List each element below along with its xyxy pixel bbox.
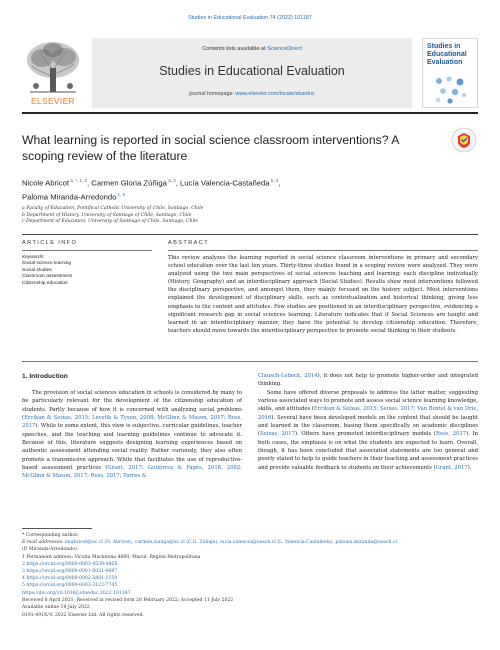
sciencedirect-link[interactable]: ScienceDirect: [267, 46, 302, 52]
author-list: [22, 175, 442, 203]
abstract-heading: ABSTRACT: [168, 240, 210, 246]
paragraph-text: Some have offered diverse proposals to address the latter matter, suggesting various associated ways to promote and assess social science learning knowledge, skills, and attitudes (: [258, 389, 478, 413]
doi-link[interactable]: https://doi.org/10.1016/j.stueduc.2022.101187: [22, 591, 131, 596]
footnote-rule: [22, 528, 92, 529]
citation-link[interactable]: Ross, 2017: [435, 431, 467, 438]
contents-line: [92, 46, 412, 52]
article-info-rule: [22, 250, 152, 251]
introduction-heading: 1. Introduction: [22, 373, 68, 380]
paragraph-text: ). While to some extent, this view is subjective, curricular guidelines, teacher speeches, and the teaching and learning guidelines continue to advocate it. Because of this, literature suggests designing learning experiences based on authentic assessment attending social reality. Rather curiously, they also often promote a transmissive approach. While that facilitates the use of reproductive-based assessment practices (: [22, 423, 242, 472]
affiliation-b: b Department of History, University of Santiago of Chile, Santiago, Chile: [22, 212, 192, 218]
paragraph-text: ). Others have promoted interdisciplinary models (: [294, 431, 436, 438]
journal-cover-thumbnail[interactable]: [422, 38, 478, 108]
citation-link[interactable]: Ercikan & Seixas, 2015; Levstik & Tyson, 2008; McGlinn & Mason, 2017; Ross, 2017: [22, 415, 242, 430]
homepage-prefix: journal homepage:: [189, 91, 236, 97]
orcid-link[interactable]: 4 https://orcid.org/0000-0002-5881-1150: [22, 576, 118, 582]
keyword-item: Social studies: [22, 267, 52, 273]
abstract-rule: [168, 250, 478, 251]
journal-title: Studies in Educational Evaluation: [159, 64, 345, 78]
journal-header-band: [92, 38, 412, 108]
cover-graphic-icon: [433, 75, 469, 105]
author-name[interactable]: Nicole Abricot: [22, 178, 69, 188]
orcid-link[interactable]: 5 https://orcid.org/0000-0003-3122-7745: [22, 583, 118, 589]
citation-link[interactable]: Clausch-Lebeck, 2014: [258, 373, 318, 379]
paragraph-text: ).: [467, 464, 472, 471]
affiliation-divider: [22, 234, 478, 235]
journal-reference[interactable]: Studies in Educational Evaluation 74 (2022) 101187: [188, 15, 312, 21]
author-line-1: [22, 175, 442, 189]
corresponding-author-note: * Corresponding author.: [22, 533, 79, 538]
keyword-item: Classroom assessment: [22, 274, 72, 280]
keyword-item: Social science learning: [22, 261, 72, 267]
article-info-heading: ARTICLE INFO: [22, 240, 78, 246]
keywords-label: Keywords:: [22, 255, 45, 260]
available-online: Available online 19 July 2022: [22, 605, 90, 611]
author-separator: ,: [175, 178, 180, 188]
abstract-text: This review analyzes the learning reported in social science classroom interventions in primary and secondary school education over the last ten years. Thirty-three studies found in a scoping review were analyzed. They were analyzed using the two main perspectives of social sciences teaching and learning: each discipline individually (History, Geography) and an interdisciplinary approach (Social Studies). Results show most interventions followed the disciplinary perspective, and amongst them, they mainly focused on the history subject. Most interventions explained the development of disciplinary skills, such as contextualization and historical thinking, giving less emphasis to the content and attitudes. Few studies are positioned in an interdisciplinary perspective, evidencing a significant research gap in social sciences learning. Literature indicates that if Social Sciences are taught and learned in an interdisciplinary manner, they have the potential to develop citizenship education. Therefore, teachers should move towards the interdisciplinary perspective to promote social thinking in their students.: [168, 255, 478, 334]
keyword-item: Citizenship education: [22, 280, 68, 286]
keywords-block: [22, 255, 152, 287]
permanent-address-note: 1 Permanent address: Vicuña Mackenna 4860, Macul, Región Metropolitana: [22, 554, 201, 560]
article-title-line-1: What learning is reported in social science classroom interventions? A: [22, 133, 400, 147]
elsevier-tree-logo[interactable]: [22, 38, 84, 108]
article-title: [22, 133, 402, 164]
abstract-divider: [22, 361, 478, 362]
author-affiliation-marker[interactable]: c, 5: [116, 192, 125, 198]
header-divider: [22, 112, 478, 114]
affiliation-c: c Department of Education, University of Santiago of Chile, Santiago, Chile: [22, 219, 199, 224]
footnotes: [22, 532, 478, 590]
introduction-left-column: [22, 389, 242, 481]
article-title-line-2: scoping review of the literature: [22, 148, 188, 163]
copyright-line: 0191-491X/© 2022 Elsevier Ltd. All rights reserved.: [22, 612, 144, 618]
author-affiliation-marker[interactable]: b, 4: [269, 178, 279, 183]
orcid-link[interactable]: 3 https://orcid.org/0000-0001-6031-9687: [22, 569, 118, 575]
email-addresses: [22, 539, 478, 546]
cover-title: Studies in Educational Evaluation: [427, 43, 467, 66]
journal-homepage-link[interactable]: www.elsevier.com/locate/stueduc: [235, 91, 315, 97]
citation-link[interactable]: Grant, 2017; Gutiérrez & Pagès, 2018, 2002; McGlinn & Mason, 2017; Ross, 2017; Torres &: [22, 465, 242, 480]
author-name[interactable]: Lucía Valencia-Castañeda: [179, 178, 270, 188]
paragraph-text: ). In both cases, the emphasis is on what the students are expected to learn. Overall, though, it has been concluded that associated statements are too general and poorly stated to help to guide teachers in their teaching and assessment practices and provide valuable feedback to students on their achievements (: [258, 431, 479, 471]
email-continuation: (P. Miranda-Arredondo).: [22, 547, 79, 553]
author-line-2: [22, 189, 442, 203]
homepage-line: [92, 91, 412, 97]
author-separator: ,: [87, 178, 92, 188]
publisher-name: ELSEVIER: [31, 96, 75, 106]
citation-link[interactable]: Grant, 2017: [435, 464, 468, 471]
author-name[interactable]: Carmen Gloria Zúñiga: [91, 178, 167, 188]
contents-prefix: Contents lists available at: [202, 46, 268, 52]
citation-link[interactable]: Seixas, 2017: [260, 431, 295, 438]
check-for-updates-icon[interactable]: [451, 127, 477, 153]
orcid-link[interactable]: 2 https://orcid.org/0000-0003-4539-486X: [22, 561, 118, 567]
email-links[interactable]: nnabricot@uc.cl (N. Abricot), carmen.zuniga@uc.cl (C.G. Zúñiga), lucia.valencia@usach.cl (L. Valencia-Castañeda), paloma.miranda@usach.cl: [64, 540, 397, 546]
affiliation-a: a Faculty of Education, Pontifical Catholic University of Chile, Santiago, Chile: [22, 206, 204, 211]
paragraph-text: ), it does not help to promote higher-order and integrated thinking.: [258, 373, 478, 388]
introduction-right-column: [258, 372, 478, 472]
author-affiliation-marker[interactable]: a, 3: [166, 178, 176, 183]
paragraph-text: The provision of social sciences education in schools is considered by many to be particularly relevant for the development of the citizenship education of students. Partly because of how it is concerned with analyzing social problems (: [22, 390, 242, 422]
journal-header: [22, 38, 478, 110]
received-dates: Received 8 April 2021; Received in revised form 28 February 2022; Accepted 11 July 2022: [22, 598, 234, 604]
author-name[interactable]: Paloma Miranda-Arredondo: [22, 192, 117, 202]
paragraph-text: ). Several have been developed models on the content that should be taught and learned in the classroom, basing them specifically on academic disciplines (: [258, 414, 478, 438]
author-affiliation-marker[interactable]: a, *, 1, 2: [69, 178, 88, 183]
email-label: E-mail addresses:: [22, 540, 65, 546]
citation-link[interactable]: Ercikan & Seixas, 2015; Seixas, 2017; Van Boxtel & van Drie, 2016: [258, 406, 478, 421]
publication-info: [22, 590, 322, 619]
author-separator: ,: [278, 178, 281, 188]
